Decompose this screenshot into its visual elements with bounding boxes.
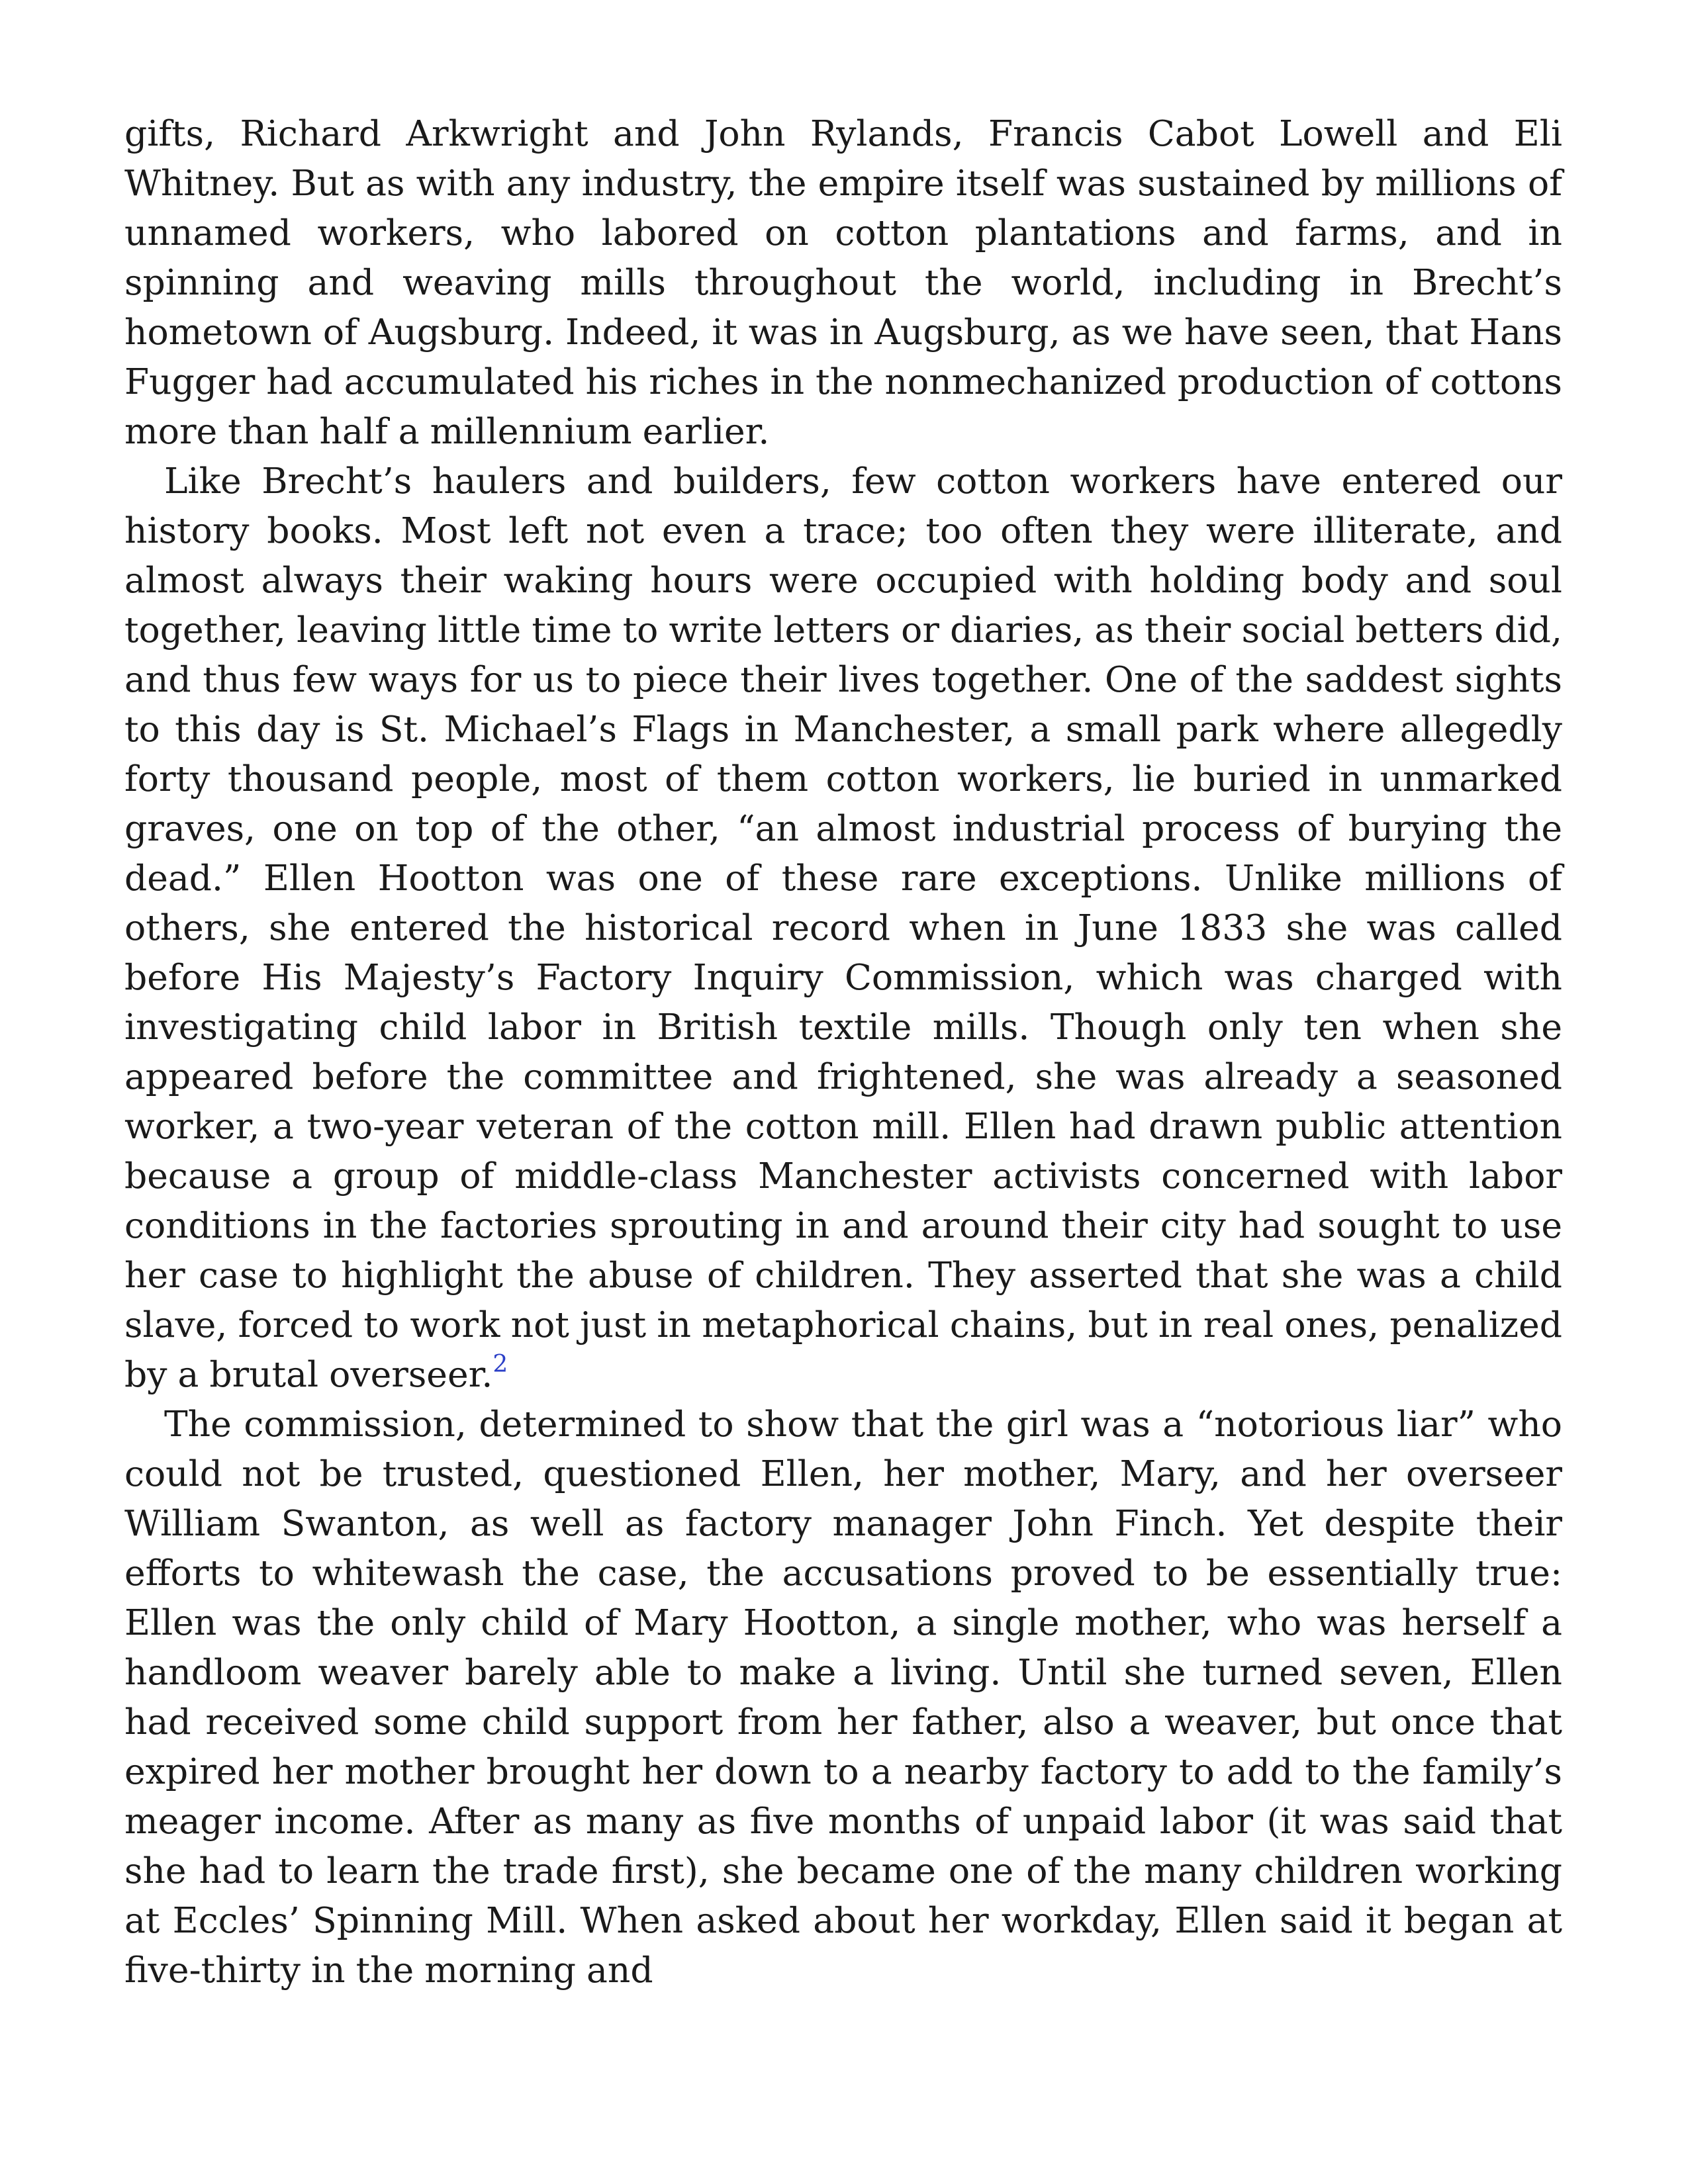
paragraph-1 [124,109,1562,456]
paragraph-3-text: The commission, determined to show that the girl was a “notorious liar” who could not be trusted, questioned Ellen, her mother, Mary, and her overseer William Swanton, as well as factory manager John Finch. Yet despite their efforts to whitewash the case, the accusations proved to be essentially true: Ellen was the only child of Mary Hootton, a single mother, who was herself a handloom weaver barely able to make a living. Until she turned seven, Ellen had received some child support from her father, also a weaver, but once that expired her mother brought her down to a nearby factory to add to the family’s meager income. After as many as five months of unpaid labor (it was said that she had to learn the trade first), she became one of the many children working at Eccles’ Spinning Mill. When asked about her workday, Ellen said it began at five-thirty in the morning and [124,1403,1562,1991]
paragraph-1-text: gifts, Richard Arkwright and John Rylands, Francis Cabot Lowell and Eli Whitney. But as with any industry, the empire itself was sustained by millions of unnamed workers, who labored on cotton plantations and farms, and in spinning and weaving mills throughout the world, including in Brecht’s hometown of Augsburg. Indeed, it was in Augsburg, as we have seen, that Hans Fugger had accumulated his riches in the nonmechanized production of cottons more than half a millennium earlier. [124,113,1562,452]
paragraph-2-text: Like Brecht’s haulers and builders, few cotton workers have entered our history books. Most left not even a trace; too often they were illiterate, and almost always their waking hours were occupied with holding body and soul together, leaving little time to write letters or diaries, as their social betters did, and thus few ways for us to piece their lives together. One of the saddest sights to this day is St. Michael’s Flags in Manchester, a small park where allegedly forty thousand people, most of them cotton workers, lie buried in unmarked graves, one on top of the other, “an almost industrial process of burying the dead.” Ellen Hootton was one of these rare exceptions. Unlike millions of others, she entered the historical record when in June 1833 she was called before His Majesty’s Factory Inquiry Commission, which was charged with investigating child labor in British textile mills. Though only ten when she appeared before the committee and frightened, she was already a seasoned worker, a two-year veteran of the cotton mill. Ellen had drawn public attention because a group of middle-class Manchester activists concerned with labor conditions in the factories sprouting in and around their city had sought to use her case to highlight the abuse of children. They asserted that she was a child slave, forced to work not just in metaphorical chains, but in real ones, penalized by a brutal overseer. [124,460,1562,1395]
paragraph-2 [124,456,1562,1399]
footnote-link-2[interactable]: 2 [492,1351,508,1378]
page-body [124,109,1562,1995]
paragraph-3 [124,1399,1562,1995]
